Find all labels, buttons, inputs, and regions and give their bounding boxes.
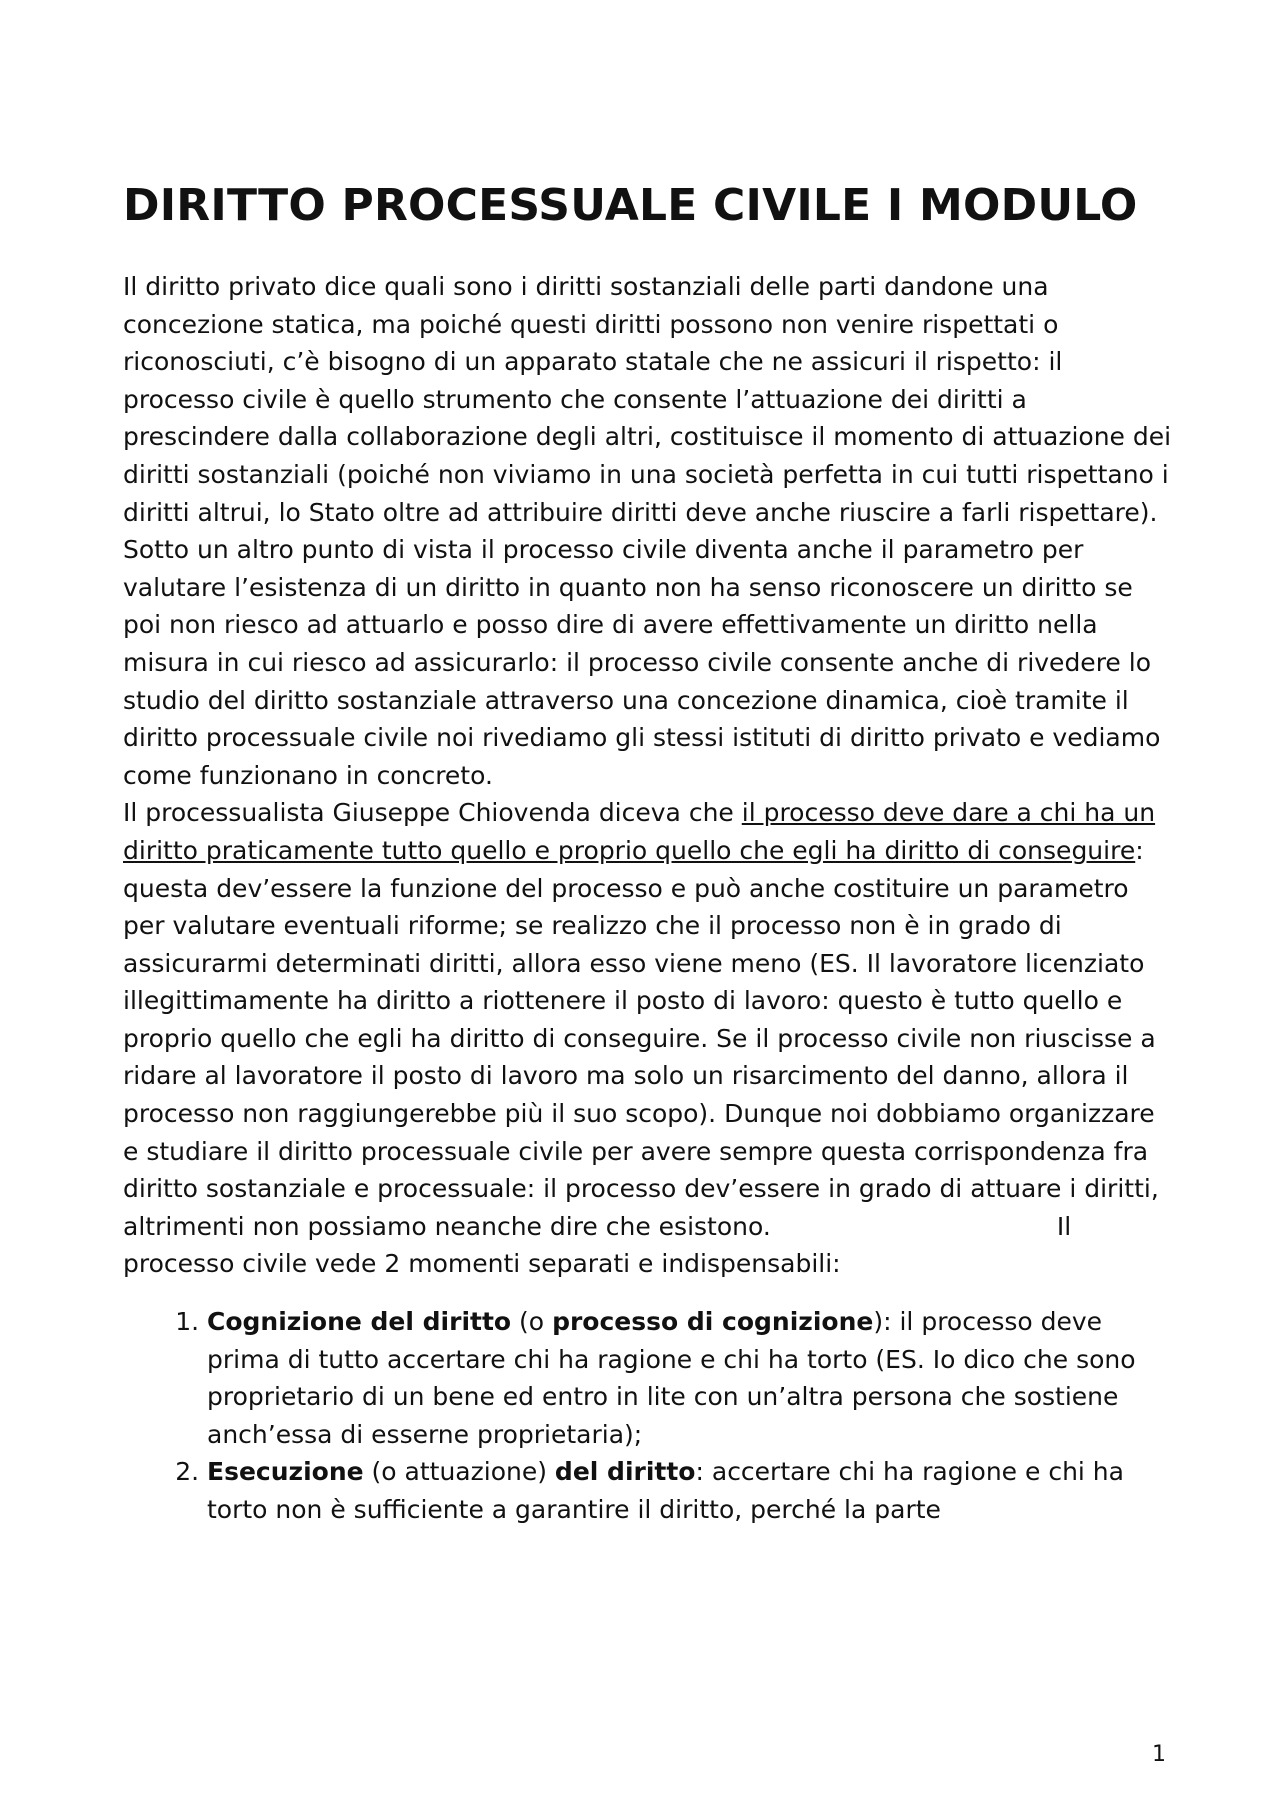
list-item-bold-term: Cognizione del diritto	[207, 1307, 512, 1337]
chiovenda-quote: il processo deve dare a chi ha un diritto praticamente tutto quello e proprio quello che egli ha diritto di conseguire	[123, 798, 1156, 865]
paragraph-chiovenda	[123, 794, 1173, 1283]
chiovenda-rest: : questa dev’essere la funzione del processo e può anche costituire un parametro per valutare eventuali riforme; se realizzo che il processo non è in grado di assicurarmi determinati diritti, allora esso viene meno (ES. Il lavoratore licenziato illegittimamente ha diritto a riottenere il posto di lavoro: questo è tutto quello e proprio quello che egli ha diritto di conseguire. Se il processo civile non riuscisse a ridare al lavoratore il posto di lavoro ma solo un risarcimento del danno, allora il processo non raggiungerebbe più il suo scopo). Dunque noi dobbiamo organizzare e studiare il diritto processuale civile per avere sempre questa corrispondenza fra diritto sostanziale e processuale: il processo dev’essere in grado di attuare i diritti, altrimenti non possiamo neanche dire che esistono.	[123, 835, 1159, 1241]
list-item-text: (o attuazione)	[363, 1457, 555, 1487]
chiovenda-intro: Il processualista Giuseppe Chiovenda diceva che	[123, 798, 742, 828]
chiovenda-continuation: Il processo civile vede 2 momenti separati e indispensabili:	[123, 1211, 1072, 1279]
list-item-bold-term: Esecuzione	[207, 1457, 364, 1487]
text-gap	[771, 1212, 1057, 1241]
paragraph-diritto-privato: Il diritto privato dice quali sono i diritti sostanziali delle parti dandone una concezione statica, ma poiché questi diritti possono non venire rispettati o riconosciuti, c’è bisogno di un apparato statale che ne assicuri il rispetto: il processo civile è quello strumento che consente l’attuazione dei diritti a prescindere dalla collaborazione degli altri, costituisce il momento di attuazione dei diritti sostanziali (poiché non viviamo in una società perfetta in cui tutti rispettano i diritti altrui, lo Stato oltre ad attribuire diritti deve anche riuscire a farli rispettare).	[123, 272, 1172, 527]
list-item-esecuzione	[207, 1453, 1173, 1528]
list-item-bold-term: del diritto	[554, 1457, 696, 1487]
moments-list	[123, 1303, 1173, 1529]
list-item-text: ): il processo deve prima di tutto accertare chi ha ragione e chi ha torto (ES. Io dico che sono proprietario di un bene ed entro in lite con un’altra persona che sostiene anch’essa di esserne proprietaria);	[207, 1307, 1136, 1449]
list-item-text: (o	[511, 1307, 553, 1337]
document-body	[123, 268, 1173, 1283]
document-content	[123, 178, 1173, 1529]
page-number: 1	[1152, 1742, 1166, 1767]
paragraph-altro-punto-di-vista: Sotto un altro punto di vista il processo civile diventa anche il parametro per valutare l’esistenza di un diritto in quanto non ha senso riconoscere un diritto se poi non riesco ad attuarlo e posso dire di avere effettivamente un diritto nella misura in cui riesco ad assicurarlo: il processo civile consente anche di rivedere lo studio del diritto sostanziale attraverso una concezione dinamica, cioè tramite il diritto processuale civile noi rivediamo gli stessi istituti di diritto privato e vediamo come funzionano in concreto.	[123, 535, 1161, 790]
document-title: DIRITTO PROCESSUALE CIVILE I MODULO	[123, 180, 1138, 231]
list-item-text: : accertare chi ha ragione e chi ha torto non è sufficiente a garantire il diritto, perché la parte	[207, 1457, 1124, 1524]
list-item-cognizione	[207, 1303, 1173, 1453]
list-item-bold-term: processo di cognizione	[552, 1307, 874, 1337]
